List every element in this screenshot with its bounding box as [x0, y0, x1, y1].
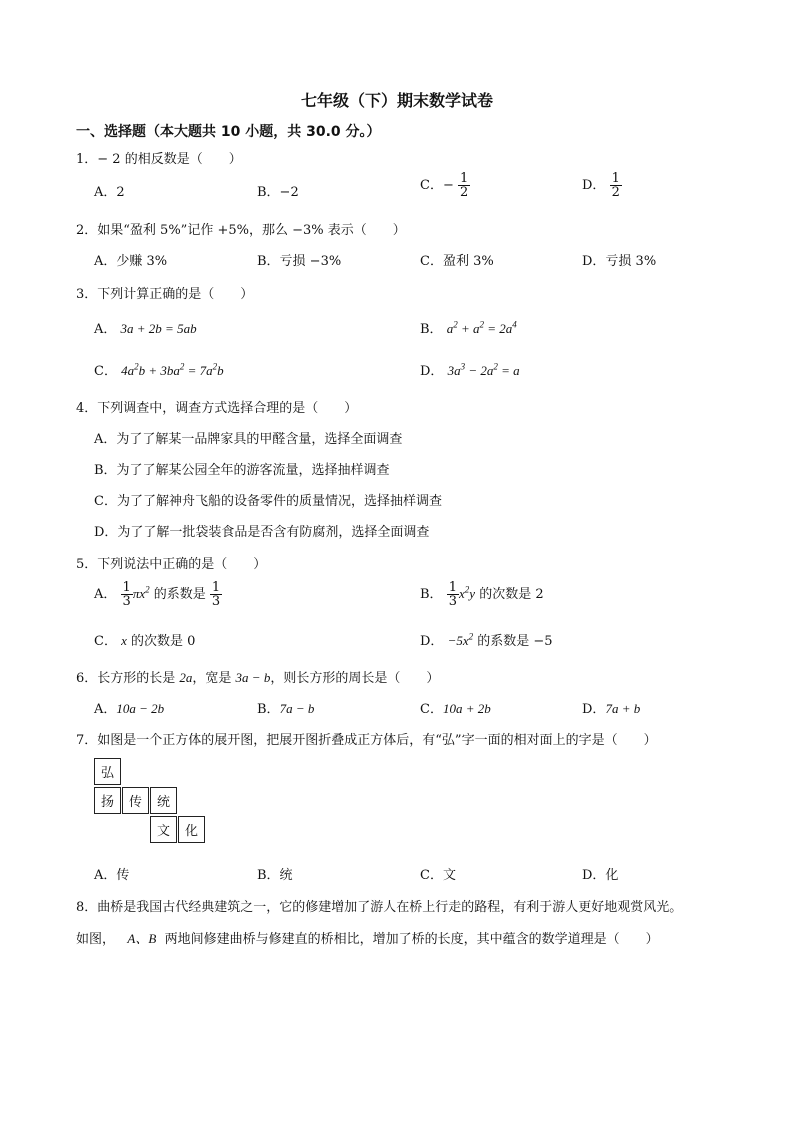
q2-option-c: C．盈利 3% [420, 254, 494, 269]
q5-option-d: D． $-5x^2$ 的系数是 −5 [420, 631, 553, 649]
q7-option-d: D．化 [582, 868, 619, 883]
q6-option-c: C．10a + 2b [420, 701, 491, 717]
q4-option-a: A．为了了解某一品牌家具的甲醛含量，选择全面调查 [94, 432, 403, 447]
net-cell-yang: 扬 [94, 787, 121, 814]
page-title: 七年级（下）期末数学试卷 [300, 91, 493, 110]
q4-option-b: B．为了了解某公园全年的游客流量，选择抽样调查 [94, 463, 390, 478]
question-3-stem: 3．下列计算正确的是（ ） [76, 287, 254, 302]
q2-option-d: D．亏损 3% [582, 254, 657, 269]
q6-option-b: B．7a − b [257, 701, 315, 717]
cube-net-figure [94, 758, 206, 846]
q4-option-c: C．为了了解神舟飞船的设备零件的质量情况，选择抽样调查 [94, 494, 442, 509]
q3-option-d: D． $3a^3 - 2a^2 = a$ [420, 361, 520, 379]
question-6-stem: 6．长方形的长是 2a，宽是 3a − b，则长方形的周长是（ ） [76, 670, 440, 686]
net-cell-hong: 弘 [94, 758, 121, 785]
q2-option-a: A．少赚 3% [94, 254, 168, 269]
question-7-stem: 7．如图是一个正方体的展开图，把展开图折叠成正方体后，有“弘”字一面的相对面上的字是（ ） [76, 733, 657, 748]
q1-option-b: B．−2 [257, 185, 299, 200]
question-8-line-1: 8．曲桥是我国古代经典建筑之一，它的修建增加了游人在桥上行走的路程，有利于游人更好地观赏风光。 [76, 900, 683, 915]
net-cell-tong: 统 [150, 787, 177, 814]
question-8-line-2: 如图， A、B 两地间修建曲桥与修建直的桥相比，增加了桥的长度，其中蕴含的数学道理是（ ） [76, 931, 659, 947]
q3-option-b: B． $a^2 + a^2 = 2a^4$ [420, 319, 517, 337]
q5-option-b: B． $\frac{1}{3}$ $x^2y$ 的次数是 2 [420, 580, 544, 609]
q1-option-a: A．2 [94, 185, 125, 200]
q7-option-b: B．统 [257, 868, 293, 883]
section-heading: 一、选择题（本大题共 10 小题，共 30.0 分。） [76, 124, 381, 140]
q7-option-a: A．传 [94, 868, 130, 883]
q5-option-a: A． $\frac{1}{3}$ $\pi x^2$ 的系数是 $\frac{1}{3}$ [94, 580, 221, 609]
q7-option-c: C．文 [420, 868, 456, 883]
q5-option-c: C． x 的次数是 0 [94, 633, 196, 649]
net-cell-chuan: 传 [122, 787, 149, 814]
net-cell-hua: 化 [178, 816, 205, 843]
q3-option-a: A． 3a + 2b = 5ab [94, 321, 197, 337]
question-4-stem: 4．下列调查中，调查方式选择合理的是（ ） [76, 401, 358, 416]
question-1-stem: 1．− 2 的相反数是（ ） [76, 152, 242, 167]
q2-option-b: B．亏损 −3% [257, 254, 342, 269]
q6-option-a: A．10a − 2b [94, 701, 165, 717]
question-5-stem: 5．下列说法中正确的是（ ） [76, 557, 267, 572]
q6-option-d: D．7a + b [582, 701, 641, 717]
q1-option-d: D． $\frac{1}{2}$ [582, 171, 620, 200]
q3-option-c: C． $4a^2b + 3ba^2 = 7a^2b$ [94, 361, 224, 379]
question-2-stem: 2．如果“盈利 5%”记作 +5%，那么 −3% 表示（ ） [76, 223, 406, 238]
net-cell-wen: 文 [150, 816, 177, 843]
q1-option-c: C．− $\frac{1}{2}$ [420, 171, 469, 200]
q4-option-d: D．为了了解一批袋装食品是否含有防腐剂，选择全面调查 [94, 525, 430, 540]
